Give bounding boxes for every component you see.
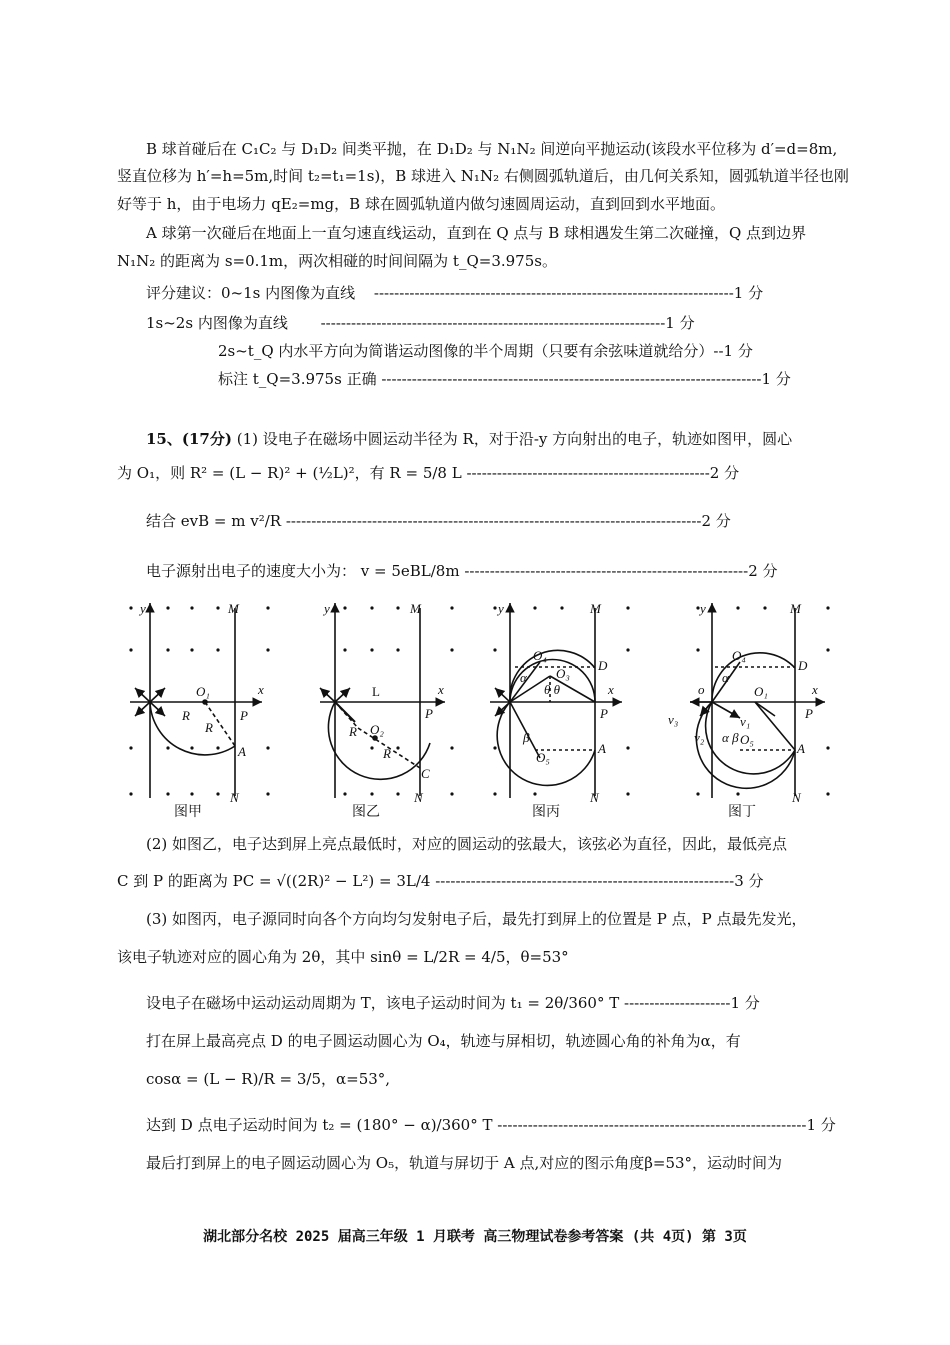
svg-text:D: D bbox=[798, 658, 808, 673]
para1-line2: 竖直位移为 h′=h=5m,时间 t₂=t₁=1s)，B 球进入 N₁N₂ 右侧圆弧轨道后，由几何关系知，圆弧轨道半径也刚 bbox=[117, 167, 849, 185]
svg-text:x: x bbox=[812, 682, 818, 697]
figure-ding bbox=[668, 601, 830, 820]
svg-text:θ θ: θ θ bbox=[544, 682, 561, 697]
svg-text:y: y bbox=[700, 601, 706, 616]
svg-text:α β: α β bbox=[722, 730, 739, 745]
part3-line4: 打在屏上最高亮点 D 的电子圆运动圆心为 O₄，轨迹与屏相切，轨迹圆心角的补角为α，有 bbox=[146, 1032, 741, 1050]
part3-line7: 最后打到屏上的电子圆运动圆心为 O₅，轨道与屏切于 A 点,对应的图示角度β=53°，运动时间为 bbox=[146, 1154, 783, 1172]
svg-text:D: D bbox=[598, 658, 608, 673]
part2-score: -----------------------------------------------------------3 分 bbox=[435, 872, 764, 890]
q15-force-score: ----------------------------------------------------------------------------------2 分 bbox=[285, 512, 731, 530]
svg-text:v₁: v₁ bbox=[740, 714, 751, 729]
svg-text:y: y bbox=[498, 601, 504, 616]
svg-text:α: α bbox=[520, 670, 527, 685]
field-dots-bing bbox=[493, 606, 629, 795]
scoring-row-1 bbox=[146, 282, 763, 304]
svg-text:M: M bbox=[590, 601, 601, 616]
figure-bing bbox=[490, 601, 630, 820]
q15-heading: 15、(17分) bbox=[146, 430, 232, 448]
scoring-row-2-text: 1s~2s 内图像为直线 bbox=[146, 314, 288, 332]
part3-t2-equation: 达到 D 点电子运动时间为 t₂ = (180° − α)/360° T bbox=[146, 1116, 493, 1134]
figure-yi bbox=[320, 601, 454, 820]
part2-line2 bbox=[117, 870, 764, 892]
svg-text:N: N bbox=[230, 790, 239, 805]
q15-part1-intro: (1) 设电子在磁场中圆运动半径为 R，对于沿-y 方向射出的电子，轨迹如图甲，圆心 bbox=[236, 430, 793, 448]
svg-text:A: A bbox=[598, 741, 606, 756]
svg-text:R: R bbox=[383, 746, 391, 761]
q15-line2 bbox=[117, 462, 739, 484]
svg-text:A: A bbox=[238, 744, 246, 759]
q15-line1 bbox=[146, 428, 792, 450]
q15-force-equation: 结合 evB = m v²/R bbox=[146, 512, 282, 530]
svg-text:N: N bbox=[792, 790, 801, 805]
svg-text:R: R bbox=[182, 708, 190, 723]
svg-text:A: A bbox=[797, 741, 805, 756]
svg-text:C: C bbox=[421, 766, 430, 781]
scoring-row-2-score: --------------------------------------------------------------------1 分 bbox=[320, 314, 695, 332]
svg-text:R: R bbox=[205, 720, 213, 735]
scoring-row-4 bbox=[218, 368, 791, 390]
q15-radius-equation: 为 O₁，则 R² = (L − R)² + (½L)²，有 R = 5/8 L bbox=[117, 464, 462, 482]
scoring-row-3: 2s~t_Q 内水平方向为简谐运动图像的半个周期（只要有余弦味道就给分）--1 分 bbox=[218, 342, 753, 360]
q15-speed-score: --------------------------------------------------------2 分 bbox=[464, 562, 778, 580]
svg-text:o: o bbox=[322, 684, 329, 699]
para2-line1: A 球第一次碰后在地面上一直匀速直线运动，直到在 Q 点与 B 球相遇发生第二次碰撞，Q 点到边界 bbox=[146, 224, 807, 242]
scoring-row-4-score: ---------------------------------------------------------------------------1 分 bbox=[381, 370, 791, 388]
scoring-row-2 bbox=[146, 312, 695, 334]
svg-text:P: P bbox=[240, 708, 248, 723]
svg-text:O₁: O₁ bbox=[196, 684, 210, 699]
svg-text:L: L bbox=[372, 684, 380, 699]
svg-text:x: x bbox=[608, 682, 614, 697]
part3-t1-equation: 设电子在磁场中运动运动周期为 T，该电子运动时间为 t₁ = 2θ/360° T bbox=[146, 994, 620, 1012]
part3-t1-score: ---------------------1 分 bbox=[624, 994, 760, 1012]
part3-t2-score: -------------------------------------------------------------1 分 bbox=[497, 1116, 836, 1134]
q15-radius-score: ------------------------------------------------2 分 bbox=[466, 464, 740, 482]
svg-text:o: o bbox=[698, 682, 705, 697]
q15-line4 bbox=[146, 560, 778, 582]
part2-distance-equation: C 到 P 的距离为 PC = √((2R)² − L²) = 3L/4 bbox=[117, 872, 431, 890]
field-dots-ding bbox=[696, 606, 829, 795]
svg-text:v₃: v₃ bbox=[668, 712, 679, 727]
scoring-row-1-text: 评分建议：0~1s 内图像为直线 bbox=[146, 284, 356, 302]
figure-bing-caption: 图丙 bbox=[532, 805, 560, 820]
q15-line3 bbox=[146, 510, 731, 532]
svg-text:O₂: O₂ bbox=[370, 722, 384, 737]
svg-text:O₄: O₄ bbox=[732, 648, 746, 663]
svg-text:M: M bbox=[228, 601, 239, 616]
svg-text:v₂: v₂ bbox=[694, 730, 705, 745]
figures-panel bbox=[0, 598, 950, 828]
figure-jia bbox=[129, 601, 269, 820]
figure-jia-caption: 图甲 bbox=[174, 805, 202, 820]
scoring-row-1-score: -----------------------------------------------------------------------1 分 bbox=[373, 284, 764, 302]
svg-text:β: β bbox=[523, 730, 530, 745]
svg-text:y: y bbox=[140, 601, 146, 616]
svg-text:x: x bbox=[258, 682, 264, 697]
figure-yi-caption: 图乙 bbox=[352, 805, 380, 820]
svg-text:P: P bbox=[805, 706, 813, 721]
svg-text:O₃: O₃ bbox=[556, 666, 570, 681]
svg-text:o: o bbox=[137, 684, 144, 699]
part3-line3 bbox=[146, 992, 760, 1014]
svg-text:N: N bbox=[590, 790, 599, 805]
svg-text:α: α bbox=[722, 670, 729, 685]
svg-text:x: x bbox=[438, 682, 444, 697]
para1-line3: 好等于 h，由于电场力 qE₂=mg，B 球在圆弧轨道内做匀速圆周运动，直到回到水平地面。 bbox=[117, 195, 725, 213]
svg-text:O₅: O₅ bbox=[740, 732, 754, 747]
svg-text:P: P bbox=[425, 706, 433, 721]
svg-text:O₄: O₄ bbox=[533, 648, 547, 663]
page-footer: 湖北部分名校 2025 届高三年级 1 月联考 高三物理试卷参考答案 (共 4页) 第 3页 bbox=[203, 1229, 747, 1245]
svg-text:P: P bbox=[600, 706, 608, 721]
scoring-row-4-text: 标注 t_Q=3.975s 正确 bbox=[218, 370, 377, 388]
field-dots-yi bbox=[343, 606, 453, 795]
svg-text:R: R bbox=[349, 724, 357, 739]
figure-ding-caption: 图丁 bbox=[728, 805, 756, 820]
svg-text:M: M bbox=[790, 601, 801, 616]
q15-speed-equation: 电子源射出电子的速度大小为： v = 5eBL/8m bbox=[146, 562, 460, 580]
svg-text:O₁: O₁ bbox=[754, 684, 768, 699]
para1-line1: B 球首碰后在 C₁C₂ 与 D₁D₂ 间类平抛，在 D₁D₂ 与 N₁N₂ 间逆向平抛运动(该段水平位移为 d′=d=8m, bbox=[146, 140, 838, 158]
svg-text:N: N bbox=[414, 790, 423, 805]
part3-line6 bbox=[146, 1114, 836, 1136]
part3-line5: cosα = (L − R)/R = 3/5，α=53°, bbox=[146, 1070, 391, 1088]
part2-line1: (2) 如图乙，电子达到屏上亮点最低时，对应的圆运动的弦最大，该弦必为直径，因此，最低亮点 bbox=[146, 835, 788, 853]
para2-line2: N₁N₂ 的距离为 s=0.1m，两次相碰的时间间隔为 t_Q=3.975s。 bbox=[117, 252, 557, 270]
svg-text:y: y bbox=[324, 601, 330, 616]
svg-text:M: M bbox=[410, 601, 421, 616]
svg-text:O₅: O₅ bbox=[536, 750, 550, 765]
part3-line1: (3) 如图丙，电子源同时向各个方向均匀发射电子后，最先打到屏上的位置是 P 点，P 点最先发光， bbox=[146, 910, 807, 928]
part3-line2: 该电子轨迹对应的圆心角为 2θ，其中 sinθ = L/2R = 4/5，θ=53° bbox=[117, 948, 569, 966]
